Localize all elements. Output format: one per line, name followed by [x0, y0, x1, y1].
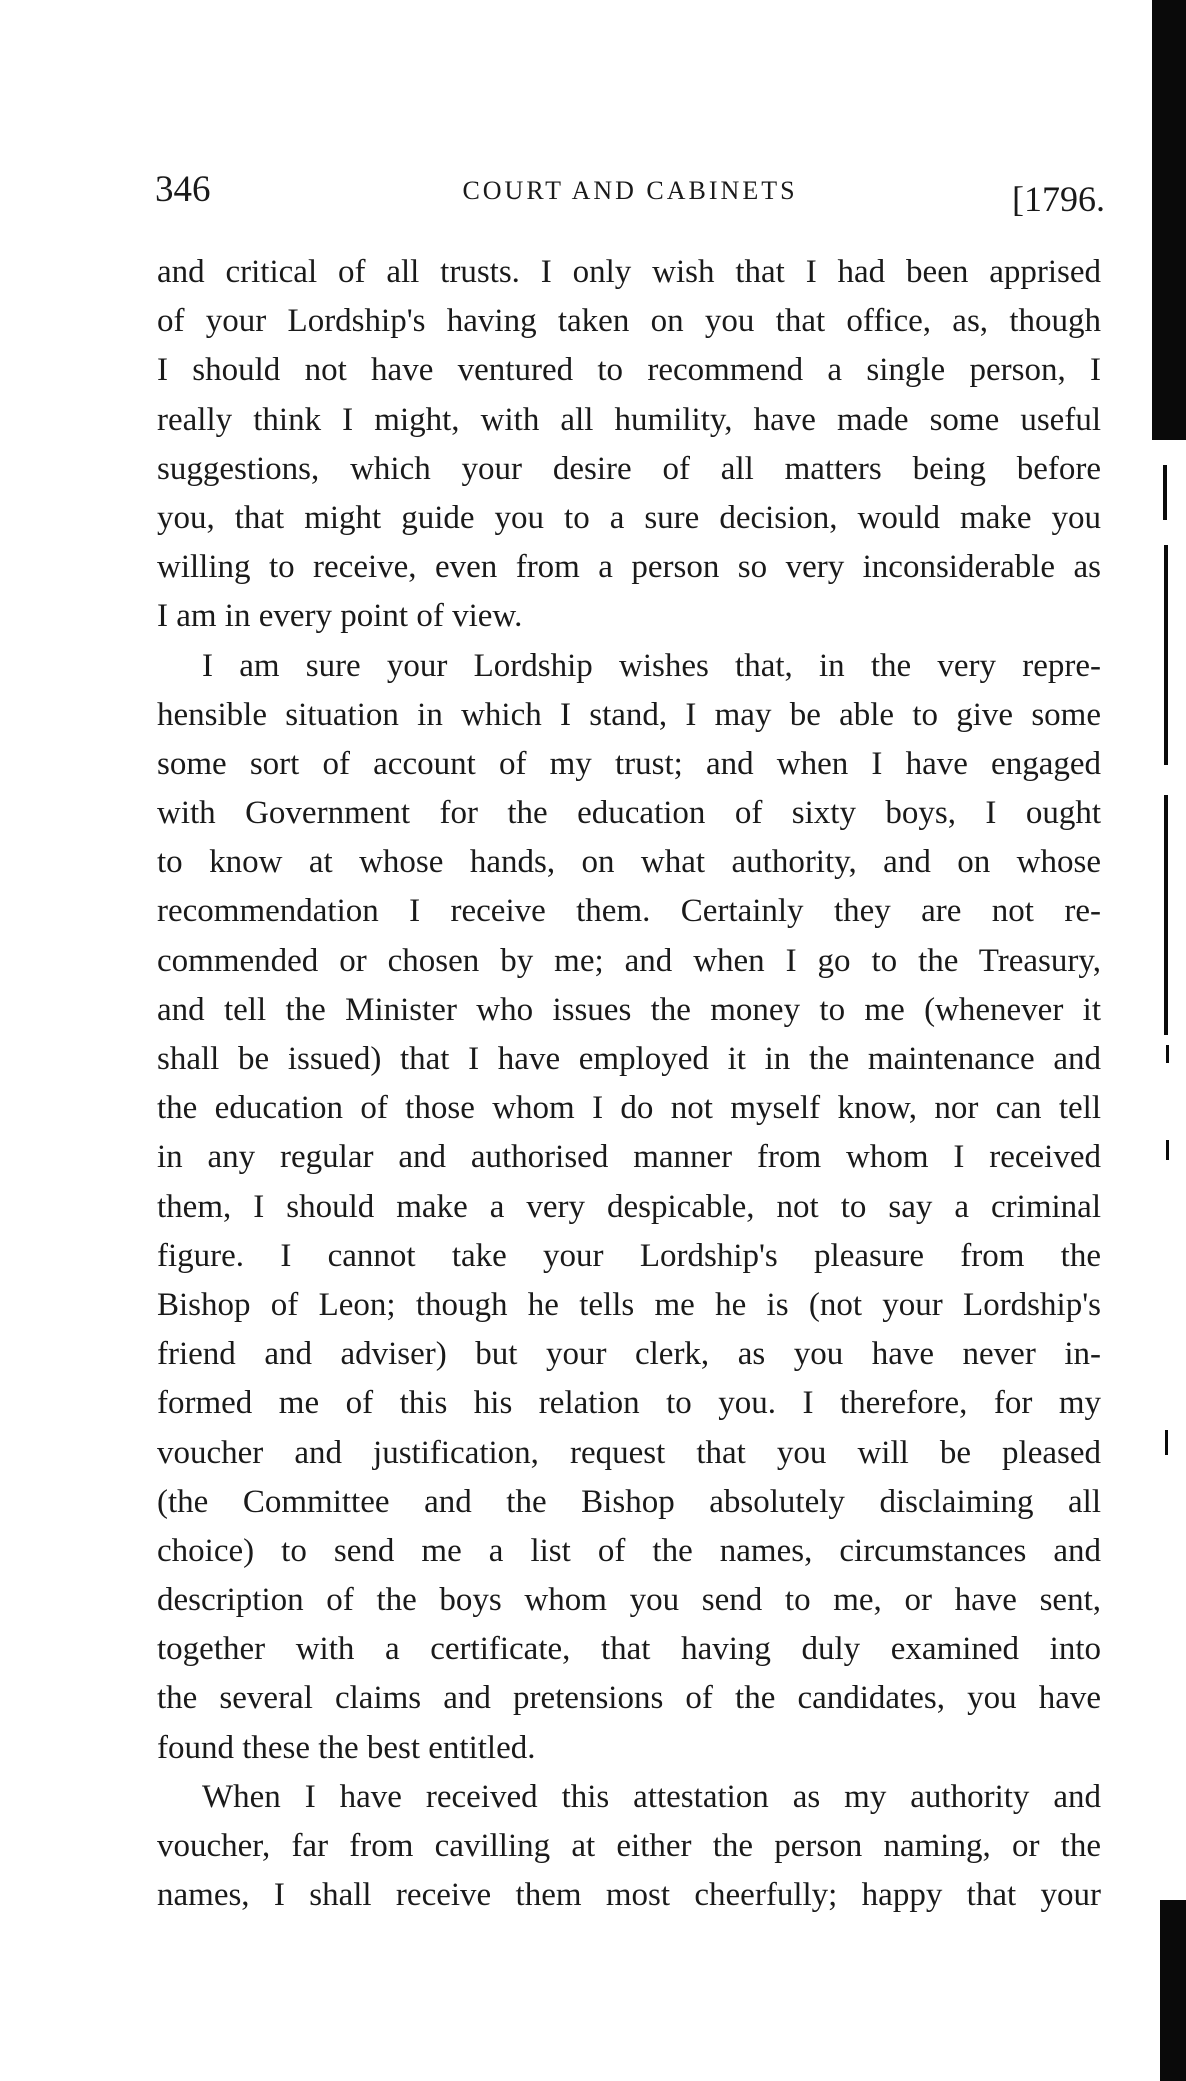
scan-edge-mark [1163, 465, 1167, 520]
scan-edge-mark [1166, 1045, 1169, 1063]
text-line: voucher and justification, request that you will be pleased [157, 1434, 1101, 1471]
text-line: you, that might guide you to a sure decision, would make you [157, 499, 1101, 536]
paragraph-first-line: I am sure your Lordship wishes that, in the very repre- [202, 647, 1101, 684]
text-line: hensible situation in which I stand, I may be able to give some [157, 696, 1101, 733]
text-line: with Government for the education of sixty boys, I ought [157, 795, 1101, 832]
scan-edge-mark [1164, 545, 1168, 765]
page-number: 346 [155, 169, 211, 210]
body-text [157, 248, 1101, 1920]
text-line: Bishop of Leon; though he tells me he is (not your Lordship's [157, 1286, 1101, 1323]
scan-edge-top [1152, 0, 1186, 440]
text-line: in any regular and authorised manner from whom I received [157, 1139, 1101, 1176]
text-line: figure. I cannot take your Lordship's pleasure from the [157, 1237, 1101, 1274]
text-line: together with a certificate, that having duly examined into [157, 1631, 1101, 1668]
text-line: really think I might, with all humility, have made some useful [157, 401, 1101, 438]
paragraph-first-line: When I have received this attestation as my authority and [202, 1778, 1101, 1815]
text-line: shall be issued) that I have employed it in the maintenance and [157, 1041, 1101, 1077]
scan-edge-mark [1166, 1140, 1169, 1160]
text-line: some sort of account of my trust; and when I have engaged [157, 745, 1101, 782]
text-line: suggestions, which your desire of all matters being before [157, 450, 1101, 487]
text-line: choice) to send me a list of the names, circumstances and [157, 1532, 1101, 1569]
text-line: willing to receive, even from a person so very inconsiderable as [157, 549, 1101, 586]
text-line: to know at whose hands, on what authority, and on whose [157, 844, 1101, 881]
text-line: and critical of all trusts. I only wish that I had been apprised [157, 254, 1101, 290]
scan-edge-bottom [1160, 1900, 1186, 2081]
scan-edge-mark [1165, 1430, 1168, 1455]
scan-edge-mark [1164, 795, 1168, 1035]
text-line: the several claims and pretensions of the candidates, you have [157, 1680, 1101, 1717]
text-line: of your Lordship's having taken on you that office, as, though [157, 303, 1101, 340]
text-line: formed me of this his relation to you. I therefore, for my [157, 1385, 1101, 1422]
text-line: I should not have ventured to recommend a single person, I [157, 352, 1101, 389]
running-head [155, 168, 1105, 228]
text-line: and tell the Minister who issues the money to me (whenever it [157, 991, 1101, 1028]
text-line: voucher, far from cavilling at either the person naming, or the [157, 1828, 1101, 1864]
page-year: [1796. [1012, 179, 1105, 219]
paragraph-last-line: found these the best entitled. [157, 1729, 536, 1766]
text-line: them, I should make a very despicable, not to say a criminal [157, 1188, 1101, 1225]
text-line: description of the boys whom you send to me, or have sent, [157, 1582, 1101, 1619]
text-line: names, I shall receive them most cheerfully; happy that your [157, 1877, 1101, 1914]
text-line: commended or chosen by me; and when I go to the Treasury, [157, 942, 1101, 979]
text-line: recommendation I receive them. Certainly they are not re- [157, 893, 1101, 930]
text-line: (the Committee and the Bishop absolutely disclaiming all [157, 1483, 1101, 1520]
text-line: friend and adviser) but your clerk, as you have never in- [157, 1336, 1101, 1373]
page-title: COURT AND CABINETS [462, 176, 798, 205]
paragraph-last-line: I am in every point of view. [157, 598, 523, 635]
text-line: the education of those whom I do not myself know, nor can tell [157, 1090, 1101, 1127]
